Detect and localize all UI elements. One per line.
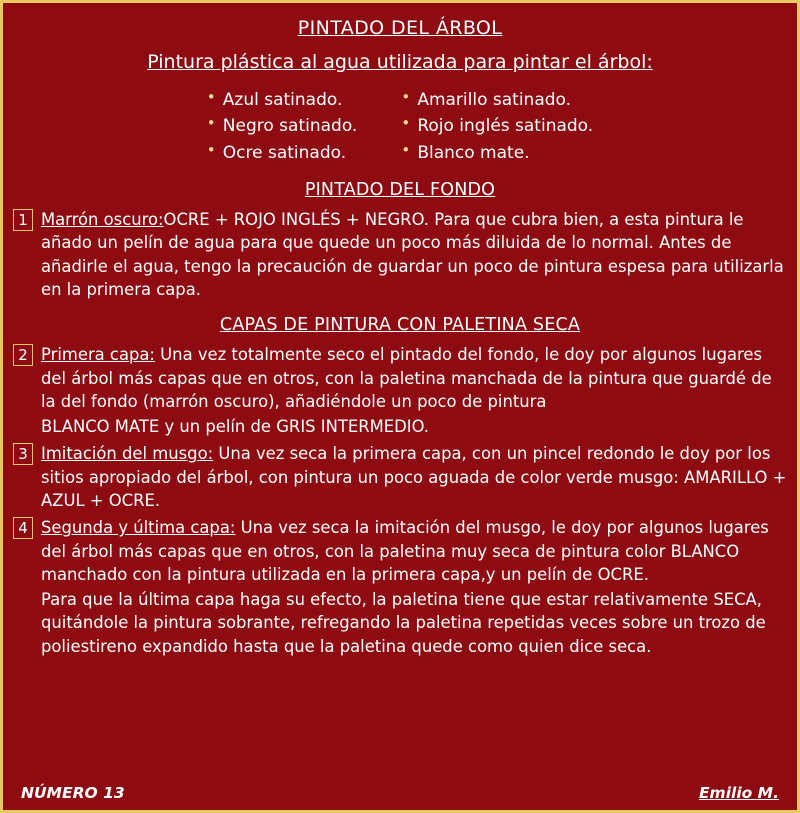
paragraph — [41, 516, 787, 586]
block-lead: Imitación del musgo: — [41, 444, 214, 464]
block-text: Una vez totalmente seco el pintado del fondo, le doy por algunos lugares del árbol más capas que en otros, con la paletina manchada de la pintura que guardé de la del fondo (marrón oscuro), añadiéndole un poco de pintura — [41, 345, 772, 411]
footer-number: NÚMERO 13 — [21, 784, 125, 802]
list-item: • Amarillo satinado. — [401, 87, 593, 113]
block-text: Una vez seca la primera capa, con un pincel redondo le doy por los sitios apropiado del árbol, con pintura un poco aguada de color verde musgo: AMARILLO + AZUL + OCRE. — [41, 444, 787, 510]
block-body — [41, 516, 787, 658]
list-item: • Azul satinado. — [207, 87, 358, 113]
block-lead: Segunda y última capa: — [41, 518, 236, 538]
paint-list-right — [401, 87, 593, 166]
block-body — [41, 343, 787, 438]
numbered-block-2 — [13, 343, 787, 438]
list-item: • Rojo inglés satinado. — [401, 113, 593, 139]
block-number-badge: 2 — [13, 344, 33, 366]
paragraph-secondary: BLANCO MATE y un pelín de GRIS INTERMEDIO. — [41, 417, 430, 437]
section-heading-capas: CAPAS DE PINTURA CON PALETINA SECA — [219, 315, 581, 336]
block-number-badge: 4 — [13, 517, 33, 539]
paragraph — [41, 442, 787, 512]
numbered-block-4 — [13, 516, 787, 658]
paragraph — [41, 343, 787, 413]
paragraph-secondary: Para que la última capa haga su efecto, la paletina tiene que estar relativamente SECA, quitándole la pintura sobrante, refregando la paletina repetidas veces sobre un trozo de poliestireno expandido hasta que la paletina quede como quien dice seca. — [41, 590, 766, 656]
block-text: Una vez seca la imitación del musgo, le doy por algunos lugares del árbol más capas que en otros, con la paletina muy seca de pintura color BLANCO manchado con la pintura utilizada en la primera capa,y un pelín de OCRE. — [41, 518, 769, 584]
page-title: PINTADO DEL ÁRBOL — [297, 17, 503, 39]
numbered-block-3 — [13, 442, 787, 512]
footer-author: Emilio M. — [698, 784, 779, 802]
block-number-badge: 3 — [13, 443, 33, 465]
paint-list-left — [207, 87, 358, 166]
block-number-badge: 1 — [13, 209, 33, 231]
numbered-block-1 — [13, 208, 787, 301]
page-footer — [3, 784, 797, 802]
list-item: • Negro satinado. — [207, 113, 358, 139]
page-subtitle: Pintura plástica al agua utilizada para pintar el árbol: — [147, 51, 653, 73]
block-body — [41, 208, 787, 301]
list-item: • Ocre satinado. — [207, 140, 358, 166]
block-lead: Primera capa: — [41, 345, 155, 365]
section-heading-fondo: PINTADO DEL FONDO — [304, 180, 496, 201]
paragraph — [41, 208, 787, 301]
list-item: • Blanco mate. — [401, 140, 593, 166]
block-body — [41, 442, 787, 512]
block-text: OCRE + ROJO INGLÉS + NEGRO. Para que cubra bien, a esta pintura le añado un pelín de agua para que quede un poco más diluida de lo normal. Antes de añadirle el agua, tengo la precaución de guardar un poco de pintura espesa para utilizarla en la primera capa. — [41, 210, 784, 299]
paint-list-group — [13, 87, 787, 166]
block-lead: Marrón oscuro: — [41, 210, 164, 230]
